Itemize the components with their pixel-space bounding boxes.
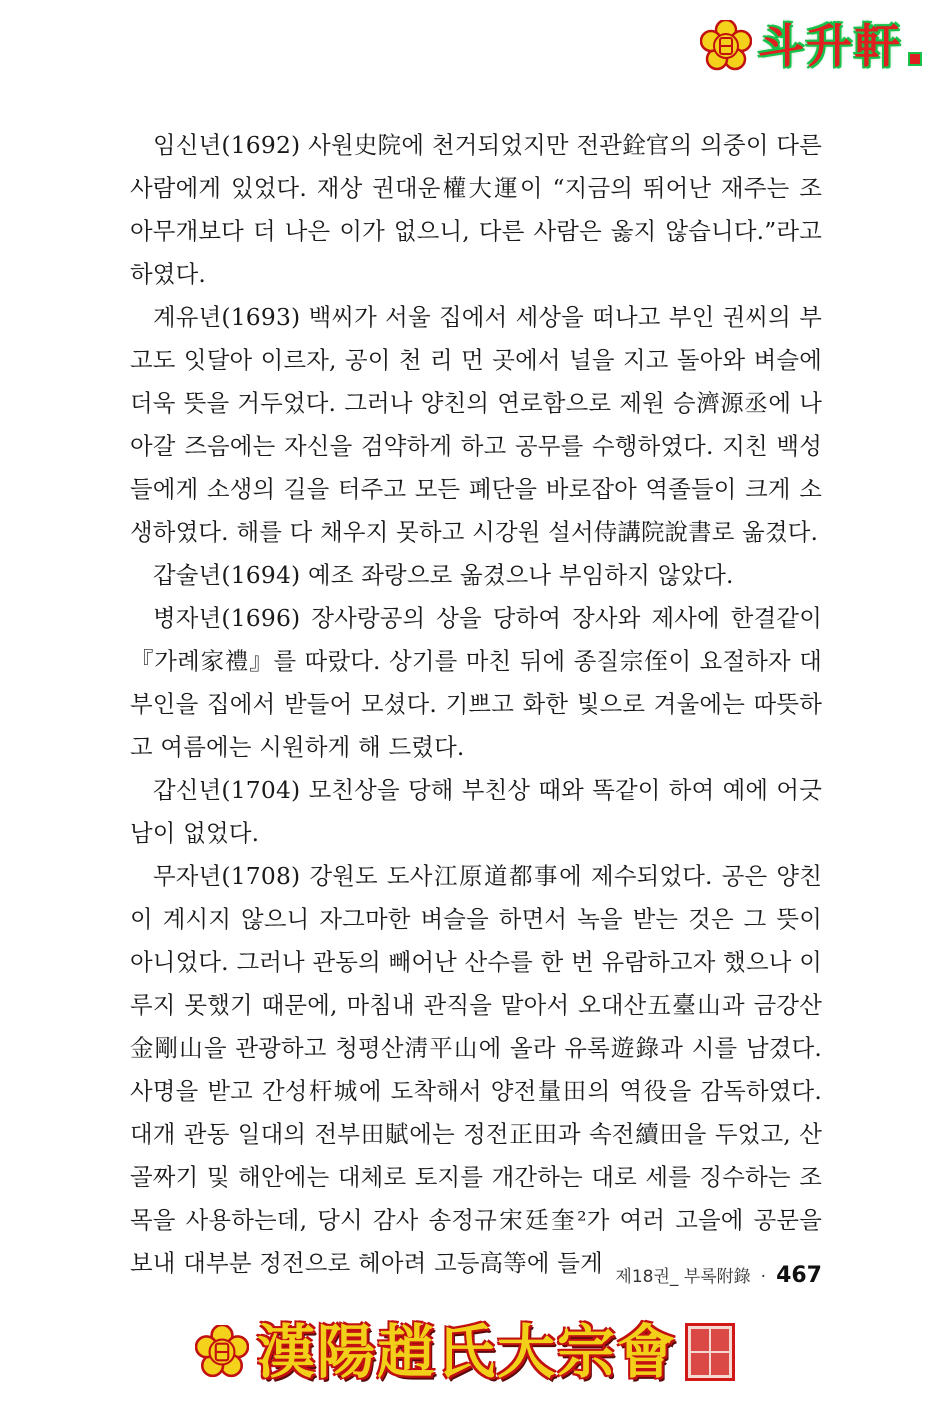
bottom-banner — [195, 1314, 775, 1390]
volume-label: 제18권_ 부록附錄 — [615, 1267, 751, 1287]
paragraph: 무자년(1708) 강원도 도사江原道都事에 제수되었다. 공은 양친이 계시지 않으니 자그마한 벼슬을 하면서 녹을 받는 것은 그 뜻이 아니었다. 그러나 관동의 빼어난 산수를 한 번 유람하고자 했으나 이루지 못했기 때문에, 마침내 관직을 맡아서 오대산五臺山과 금강산金剛山을 관광하고 청평산淸平山에 올라 유록遊錄과 시를 남겼다. 사명을 받고 간성杆城에 도착해서 양전量田의 역役을 감독하였다. 대개 관동 일대의 전부田賦에는 정전正田과 속전續田을 두었고, 산골짜기 및 해안에는 대체로 토지를 개간하는 대로 세를 징수하는 조목을 사용하는데, 당시 감사 송정규宋廷奎²가 여러 고을에 공문을 보내 대부분 정전으로 헤아려 고등高等에 들게 — [130, 862, 822, 1277]
document-body — [130, 124, 822, 1285]
logo-text: 斗升軒 — [758, 19, 902, 73]
flower-emblem-icon — [195, 1325, 249, 1379]
paragraph: 병자년(1696) 장사랑공의 상을 당하여 장사와 제사에 한결같이 『가례家禮』를 따랐다. 상기를 마친 뒤에 종질宗侄이 요절하자 대부인을 집에서 받들어 모셨다. 기쁘고 화한 빛으로 겨울에는 따뜻하고 여름에는 시원하게 해 드렸다. — [130, 604, 822, 761]
flower-emblem-icon — [700, 20, 752, 72]
top-logo — [700, 20, 922, 72]
red-seal-icon — [685, 1323, 735, 1381]
paragraph: 임신년(1692) 사원史院에 천거되었지만 전관銓官의 의중이 다른 사람에게 있었다. 재상 권대운權大運이 “지금의 뛰어난 재주는 조 아무개보다 더 나은 이가 없으니, 다른 사람은 옳지 않습니다.”라고 하였다. — [130, 131, 822, 288]
page-footer — [615, 1262, 822, 1288]
footer-separator: · — [760, 1267, 767, 1287]
paragraph: 갑신년(1704) 모친상을 당해 부친상 때와 똑같이 하여 예에 어긋남이 없었다. — [130, 776, 822, 847]
page-number: 467 — [776, 1263, 822, 1288]
banner-title: 漢陽趙氏大宗會 — [257, 1318, 678, 1386]
paragraph: 계유년(1693) 백씨가 서울 집에서 세상을 떠나고 부인 권씨의 부고도 잇달아 이르자, 공이 천 리 먼 곳에서 널을 지고 돌아와 벼슬에 더욱 뜻을 거두었다. 그러나 양친의 연로함으로 제원 승濟源丞에 나아갈 즈음에는 자신을 검약하게 하고 공무를 수행하였다. 지친 백성들에게 소생의 길을 터주고 모든 폐단을 바로잡아 역졸들이 크게 소생하였다. 해를 다 채우지 못하고 시강원 설서侍講院說書로 옮겼다. — [130, 303, 822, 546]
paragraph: 갑술년(1694) 예조 좌랑으로 옮겼으나 부임하지 않았다. — [153, 561, 734, 589]
logo-mark-icon — [908, 52, 922, 66]
